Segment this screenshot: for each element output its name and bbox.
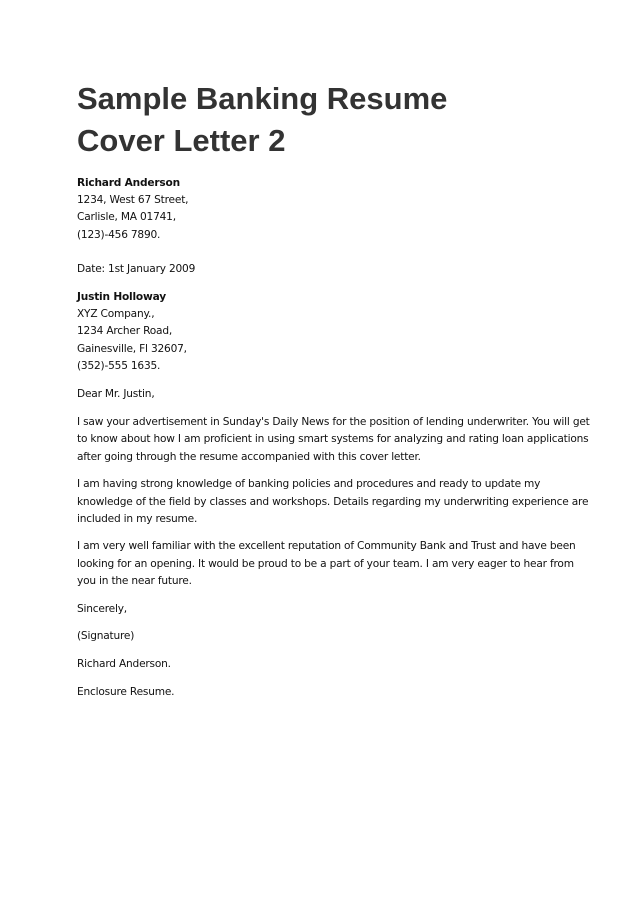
- salutation-block: [77, 386, 577, 403]
- recipient-address-line-2: Gainesville, Fl 32607,: [77, 342, 187, 355]
- paragraph-1-line-3: after going through the resume accompanied with this cover letter.: [77, 450, 421, 463]
- sender-block: [77, 175, 577, 244]
- sender-address-line-1: 1234, West 67 Street,: [77, 194, 189, 207]
- paragraph-1: [77, 414, 590, 466]
- enclosure: Enclosure Resume.: [77, 685, 175, 698]
- paragraph-2-line-2: knowledge of the field by classes and workshops. Details regarding my underwriting experience are: [77, 495, 589, 508]
- sender-phone: (123)-456 7890.: [77, 228, 161, 241]
- sender-address-line-2: Carlisle, MA 01741,: [77, 211, 176, 224]
- date-block: [77, 261, 577, 278]
- enclosure-paragraph: [77, 684, 577, 701]
- recipient-name: Justin Holloway: [77, 291, 166, 304]
- closing: Sincerely,: [77, 602, 127, 615]
- title-line-1: Sample Banking Resume: [77, 81, 448, 116]
- signature-paragraph: [77, 628, 577, 645]
- signer-name: Richard Anderson.: [77, 657, 171, 670]
- document-title: [77, 78, 597, 162]
- recipient-block: [77, 289, 577, 375]
- recipient-company: XYZ Company.,: [77, 308, 155, 321]
- paragraph-1-line-1: I saw your advertisement in Sunday's Daily News for the position of lending underwriter. You will get: [77, 416, 590, 429]
- salutation: Dear Mr. Justin,: [77, 388, 155, 401]
- title-line-2: Cover Letter 2: [77, 123, 286, 158]
- letter-date: Date: 1st January 2009: [77, 262, 196, 275]
- letter-body: [77, 175, 590, 701]
- sender-name: Richard Anderson: [77, 177, 180, 189]
- recipient-address-line-1: 1234 Archer Road,: [77, 325, 173, 338]
- paragraph-2: [77, 476, 589, 528]
- paragraph-3-line-2: looking for an opening. It would be proud to be a part of your team. I am very eager to hear from: [77, 557, 574, 570]
- paragraph-3-line-1: I am very well familiar with the excellent reputation of Community Bank and Trust and have been: [77, 540, 576, 553]
- recipient-phone: (352)-555 1635.: [77, 359, 161, 372]
- letter-paragraphs: [77, 414, 590, 701]
- paragraph-2-line-3: included in my resume.: [77, 512, 198, 525]
- signature: (Signature): [77, 630, 135, 643]
- paragraph-3-line-3: you in the near future.: [77, 574, 192, 587]
- signer-paragraph: [77, 656, 577, 673]
- closing-paragraph: [77, 601, 577, 618]
- paragraph-3: [77, 538, 577, 590]
- paragraph-2-line-1: I am having strong knowledge of banking policies and procedures and ready to update my: [77, 478, 541, 491]
- paragraph-1-line-2: to know about how I am proficient in using smart systems for analyzing and rating loan applications: [77, 433, 589, 446]
